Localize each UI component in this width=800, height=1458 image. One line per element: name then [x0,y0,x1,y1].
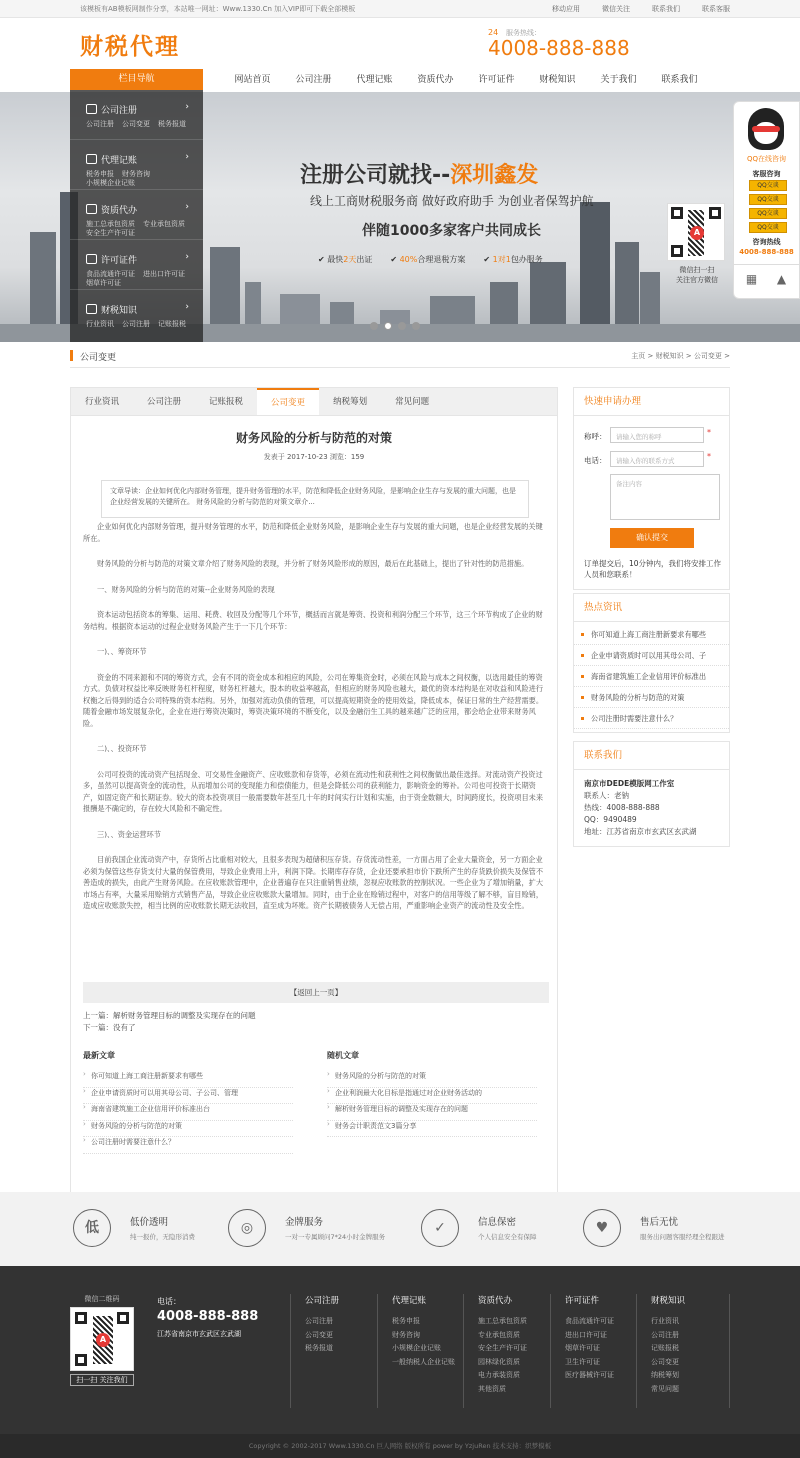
cat-bookkeeping[interactable] [70,140,203,190]
footer-address: 江苏省南京市玄武区玄武湖 [157,1330,241,1338]
banner-brand: 深圳鑫发 [450,163,539,188]
footer-col-bookkeeping [377,1294,455,1408]
main-nav [222,72,710,85]
list-item[interactable]: 企业申请资质时可以用其母公司、子 [574,645,729,666]
contact-qq: QQ：9490489 [584,815,637,824]
hours-24-icon: 24 [488,28,499,37]
list-item[interactable]: › 海南省建筑施工企业信用评价标准出台 [83,1104,293,1121]
list-item[interactable]: › 企业申请资质时可以用其母公司、子公司、管理 [83,1088,293,1105]
name-input[interactable]: 请输入您的称呼 [610,427,704,443]
feature-item: ✔ 1对1包办服务 [483,255,543,264]
name-label: 称呼： [584,432,607,441]
footer-link[interactable]: 税务报道 [305,1344,333,1352]
tab-bookkeeping[interactable]: 记账报税 [209,397,244,407]
phone-label: 电话： [584,456,607,465]
service-desc: 纯一报价，无隐形消费 [130,1233,195,1241]
contact-address: 地址：江苏省南京市玄武区玄武湖 [584,827,697,836]
paragraph: 资本运动包括资本的筹集、运用、耗费、收回及分配等几个环节，概括而言就是筹资、投资和利润分配三个环节，这三个环节构成了企业的财务结构。根据资本运动的过程企业财务风险产生于一下几个环节： [83,610,543,631]
slide-dot[interactable] [412,322,420,330]
category-nav [70,69,203,342]
cat-license[interactable] [70,240,203,290]
form-note: 订单提交后，10分钟内，我们将安排工作人员和您联系！ [584,559,722,579]
qq-chat-button[interactable]: QQ交谈 [749,208,787,219]
top-bar [0,0,800,18]
paragraph: 企业如何优化内部财务管理，提升财务管理的水平，防范和降低企业财务风险，是影响企业生存与发展的重大问题，也是企业经营发展的关键所在。 [83,522,543,543]
cat-sub-link[interactable]: 施工总承包资质 [86,220,135,228]
nav-home[interactable]: 网站首页 [234,75,271,85]
footer-link[interactable]: 纳税筹划 [651,1371,679,1379]
qq-chat-button[interactable]: QQ交谈 [749,194,787,205]
tab-industry-news[interactable]: 行业资讯 [85,397,120,407]
footer-link[interactable]: 医疗器械许可证 [565,1371,614,1379]
cat-sub-link[interactable]: 公司变更 [122,120,150,128]
banner-subline: 线上工商财税服务商 做好政府助手 为创业者保驾护航 [310,194,594,208]
hot-news [573,593,730,733]
footer-link[interactable]: 公司变更 [651,1357,679,1366]
footer-col-register [290,1294,339,1408]
slide-dot[interactable] [370,322,378,330]
chevron-right-icon: › [185,302,189,312]
list-item[interactable]: › 你可知道上海工商注册新要求有哪些 [83,1071,293,1088]
banner-wechat-qr [664,203,730,287]
nav-tax-knowledge[interactable]: 财税知识 [539,75,576,85]
contact-box [573,741,730,847]
nav-license[interactable]: 许可证件 [478,75,515,85]
footer-col-title: 公司注册 [305,1296,340,1306]
footer-link[interactable]: 园林绿化资质 [478,1357,520,1366]
footer-link[interactable]: 烟草许可证 [565,1344,600,1352]
list-item[interactable]: › 企业利润最大化目标是指通过对企业财务活动的 [327,1088,537,1105]
chevron-right-icon: › [185,202,189,212]
qr-code: A [667,203,725,261]
qq-chat-button[interactable]: QQ交谈 [749,222,787,233]
list-item[interactable]: › 财务风险的分析与防范的对策 [83,1121,293,1138]
cat-label: 资质代办 [86,203,137,216]
hot-news-title: 热点资讯 [574,594,729,622]
footer-col-title: 代理记账 [392,1296,427,1306]
chevron-right-icon: › [185,102,189,112]
footer-link[interactable]: 卫生许可证 [565,1357,600,1366]
section-heading: 二)、、投资环节 [97,744,147,753]
footer-link[interactable]: 税务申报 [392,1317,420,1325]
paragraph: 公司可投资的流动资产包括现金、可交易性金融资产、应收账款和存货等，必须在流动性和获利性之间权衡做出最佳选择。对流动资产投资过多，虽然可以提高资金的流动性，从而增加公司的变现能力和偿债能力，但是会降低公司的获利能力，影响资金的筹补。公司也可投资于长期资产，如固定资产和长期证券。较大的资本投资项目一般需要数年甚至几十年的时间实行计划和实施，由于资金数额大，时间跨度长，投资项目未来报酬是不确定的，存在较大风险和不确定性。 [83,769,544,813]
tab-company-change[interactable]: 公司变更 [257,388,319,415]
service-title: 信息保密 [478,1217,517,1228]
copyright: Copyright © 2002-2017 Www.1330.Cn 巨人网络 版权所有 power by YzjuRen 技术支持：织梦模板 [0,1434,800,1458]
tab-faq[interactable]: 常见问题 [395,397,430,407]
banner-tagline: 伴随1000多家客户共同成长 [362,223,541,239]
paragraph: 目前我国企业流动资产中，存货所占比重相对较大，且很多表现为超储积压存货。存货流动性差，一方面占用了企业大量资金，另一方面企业必须为保管这些存货支付大量的保管费用，导致企业费用上升，利润下降。长期库存存货，企业还要承担市价下跌所产生的存货跌价损失及保管不善造成的损失，由此产生财务风险。在应收账款管理中，企业普遍存在只注重销售业绩，忽视应收账款的控制状况。一些企业为了增加销量，扩大市场占有率，大量采用赊销方式销售产品，导致企业应收账款大量增加。同时，由于企业在赊销过程中，对客户的信用等级了解不够，盲目赊销，造成应收账款失控，相当比例的应收账款长期无法收回，直至成为坏账。资产长期被债务人无偿占用，严重影响企业资产的流动性及安全性。 [83,855,544,910]
contact-company: 南京市DEDE模版网工作室 [584,779,675,788]
paragraph: 资金的不同来源和不同的筹资方式，会有不同的资金成本和相应的风险，公司在筹集资金时，必须在风险与成本之间权衡，以选用最佳的筹资方式。负债对权益比率反映财务杠杆程度，财务杠杆越大，股本的收益率越高，但相应的财务风险也越大，最优的资本结构是在对收益和风险进行权衡之后得到的适合公司特殊的资本结构。另外，加强对流动负债的管理，可以提高短期资金的使用效益，降低成本，保证日常的生产经营需要。随着金融市场发展复杂化，企业在进行筹资决策时，筹资决策环境的不断变化，以及金融衍生工具的越来越广泛的应用，都会给企业带来财务风险。 [83,672,544,728]
breadcrumb-bar [70,343,730,368]
low-price-icon: 低 [73,1209,111,1247]
tab-tax-planning[interactable]: 纳税筹划 [333,397,368,407]
required-mark: * [707,428,711,437]
service-desc: 个人信息安全有保障 [478,1233,537,1241]
random-articles [327,1050,537,1137]
banner-headline: 注册公司就找--深圳鑫发 [300,163,539,188]
qq-float-panel [733,101,800,299]
cat-sub-link[interactable]: 税务报道 [158,120,186,128]
cat-sub-link[interactable]: 税务申报 [86,170,114,178]
qr-code: A [70,1307,134,1371]
next-article-link[interactable]: 下一篇：没有了 [83,1023,136,1032]
footer-col-qualification [463,1294,527,1408]
phone-input[interactable]: 请输入你的联系方式 [610,451,704,467]
footer-link[interactable]: 记账报税 [651,1344,679,1352]
cat-sub-link[interactable]: 记账报税 [158,320,186,328]
cat-company-register[interactable] [70,90,203,140]
remarks-textarea[interactable]: 备注内容 [610,474,720,520]
service-title: 低价透明 [130,1217,169,1228]
qq-hotline: 4008-888-888 [739,248,794,256]
list-item[interactable]: › 财务会计职责范文3篇分享 [327,1121,537,1138]
category-nav-title: 栏目导航 [70,69,203,90]
footer-link[interactable]: 小规模企业记账 [392,1344,441,1352]
cat-sub-link[interactable]: 食品流通许可证 [86,270,135,278]
footer-tel-label: 电话： [157,1297,181,1306]
cat-label: 代理记账 [86,153,137,166]
quick-apply-form [573,387,730,590]
article-intro: 文章导读：企业如何优化内部财务管理，提升财务管理的水平，防范和降低企业财务风险，是影响企业生存与发展的重大问题，也是企业经营发展的关键所在。 财务风险的分析与防范的对策文章介... [101,480,529,518]
footer-contact [157,1296,258,1339]
section-heading: 三)、、资金运营环节 [97,829,161,839]
article-body [83,521,549,926]
service-desc: 服务出问题客服经理全程跟进 [640,1233,725,1241]
list-item[interactable]: 海南省建筑施工企业信用评价标准出 [574,666,729,687]
latest-articles [83,1050,293,1154]
contact-phone: 热线：4008-888-888 [584,803,660,812]
footer-qr [70,1294,134,1386]
cat-sub-link[interactable]: 烟草许可证 [86,279,121,287]
nav-bookkeeping[interactable]: 代理记账 [356,75,393,85]
list-item[interactable]: 公司注册时需要注意什么？ [574,708,729,729]
banner-pagination [370,322,420,330]
footer-qr-button[interactable]: 扫一扫 关注我们 [70,1374,134,1386]
top-links [552,4,730,14]
footer-link[interactable]: 食品流通许可证 [565,1317,614,1325]
cat-sub-link[interactable]: 小规模企业记账 [86,179,135,187]
nav-qualification[interactable]: 资质代办 [417,75,454,85]
qq-hotline-label: 咨询热线 [752,238,781,246]
qq-service-label: 客服咨询 [752,170,781,178]
hotline-label: 服务热线： [506,29,541,37]
top-link-service[interactable]: 联系客服 [702,5,730,13]
qq-chat-button[interactable]: QQ交谈 [749,180,787,191]
top-link-contact[interactable]: 联系我们 [652,5,680,13]
list-item[interactable]: › 解析财务管理目标的调整及实现存在的问题 [327,1104,537,1121]
cat-label: 许可证件 [86,253,137,266]
qq-penguin-icon [748,108,784,150]
latest-title: 最新文章 [83,1051,115,1060]
footer-link[interactable]: 专业承包资质 [478,1330,520,1339]
submit-button[interactable]: 确认提交 [610,528,694,548]
prev-article-link[interactable]: 上一篇：解析财务管理目标的调整及实现存在的问题 [83,1011,256,1020]
footer-qr-title: 微信二维码 [84,1295,120,1303]
footer-col-title: 资质代办 [478,1296,513,1306]
cat-label: 财税知识 [86,303,137,316]
back-button[interactable]: 【返回上一页】 [83,982,549,1003]
tab-company-register[interactable]: 公司注册 [147,397,182,407]
random-title: 随机文章 [327,1051,359,1060]
cat-sub-link[interactable]: 公司注册 [122,320,150,328]
footer-col-title: 许可证件 [565,1296,600,1306]
heart-icon: ♥ [583,1209,621,1247]
site-notice: 该模板有AB模板网制作分享，本站唯一网址：Www.1330.Cn 加入VIP即可下载全部模板 [80,5,356,13]
footer-col-license [550,1294,614,1408]
cat-sub-link[interactable]: 行业资讯 [86,320,114,328]
footer-link[interactable]: 施工总承包资质 [478,1317,527,1325]
nav-contact[interactable]: 联系我们 [661,75,698,85]
article-title: 财务风险的分析与防范的对策 [235,431,392,445]
list-item[interactable]: 你可知道上海工商注册新要求有哪些 [574,624,729,645]
footer-link[interactable]: 行业资讯 [651,1317,679,1325]
site-logo[interactable]: 财税代理 [80,33,180,60]
footer-link[interactable]: 财务咨询 [392,1330,420,1339]
form-title: 快速申请办理 [574,388,729,416]
chevron-right-icon: › [185,252,189,262]
footer-link[interactable]: 电力承装资质 [478,1371,520,1379]
page-title: 公司变更 [80,350,116,363]
feature-item: ✔ 40%合理退税方案 [390,255,466,264]
footer-link[interactable]: 进出口许可证 [565,1330,607,1339]
shield-icon: ✓ [421,1209,459,1247]
cat-sub-link[interactable]: 财务咨询 [122,170,150,178]
footer-link[interactable]: 一般纳税人企业记账 [392,1357,455,1366]
list-item[interactable]: 财务风险的分析与防范的对策 [574,687,729,708]
service-strip [0,1192,800,1266]
section-heading: 一)、、筹资环节 [97,647,147,656]
contact-person: 联系人：老钠 [584,791,629,800]
article-meta: 发表于 2017-10-23 浏览：159 [263,453,365,461]
hotline-number: 4008-888-888 [488,36,630,60]
prev-next [83,1010,256,1034]
cat-sub-link[interactable]: 公司注册 [86,120,114,128]
footer-col-tax [636,1294,730,1408]
qr-icon[interactable]: ▦ [745,272,758,286]
cat-sub-link[interactable]: 安全生产许可证 [86,229,135,237]
footer-link[interactable]: 公司注册 [305,1317,333,1325]
breadcrumb[interactable]: 主页 > 财税知识 > 公司变更 > [631,352,730,360]
category-tabs [71,388,557,416]
back-to-top-icon[interactable]: ▲ [776,272,787,286]
list-item[interactable]: › 公司注册时需要注意什么？ [83,1137,293,1154]
footer-link[interactable]: 其他资质 [478,1384,506,1393]
slide-dot-active[interactable] [384,322,392,330]
footer-link[interactable]: 公司注册 [651,1330,679,1339]
nav-company-register[interactable]: 公司注册 [295,75,332,85]
feature-item: ✔ 最快2天出证 [318,255,373,264]
cat-sub-link[interactable]: 进出口许可证 [143,270,185,278]
section-heading: 一、财务风险的分析与防范的对策--企业财务风险的表现 [97,584,275,594]
footer-link[interactable]: 常见问题 [651,1384,679,1393]
contact-title: 联系我们 [574,742,729,770]
cat-label: 公司注册 [86,103,137,116]
cat-sub-link[interactable]: 专业承包资质 [143,220,185,228]
paragraph: 财务风险的分析与防范的对策文章介绍了财务风险的表现，并分析了财务风险形成的原因，最后在此基础上，提出了针对性的防范措施。 [97,559,529,568]
service-desc: 一对一专属顾问7*24小时金牌服务 [285,1233,386,1241]
footer [0,1266,800,1434]
service-title: 金牌服务 [285,1217,324,1228]
top-link-wechat[interactable]: 微信关注 [602,5,630,13]
cat-qualification[interactable] [70,190,203,240]
qq-panel-title: QQ在线咨询 [746,155,787,163]
medal-icon: ◎ [228,1209,266,1247]
footer-link[interactable]: 公司变更 [305,1330,333,1339]
footer-col-title: 财税知识 [651,1296,686,1306]
qr-caption: 微信扫一扫 [679,266,715,274]
footer-tel: 4008-888-888 [157,1309,259,1324]
required-mark: * [707,452,711,461]
list-item[interactable]: › 财务风险的分析与防范的对策 [327,1071,537,1088]
service-title: 售后无忧 [640,1217,679,1228]
chevron-right-icon: › [185,152,189,162]
nav-about[interactable]: 关于我们 [600,75,637,85]
banner-features [318,254,543,265]
cat-tax-knowledge[interactable] [70,290,203,340]
top-link-mobile[interactable]: 移动应用 [552,5,580,13]
slide-dot[interactable] [398,322,406,330]
qr-caption: 关注官方微信 [676,276,718,284]
footer-link[interactable]: 安全生产许可证 [478,1344,527,1352]
